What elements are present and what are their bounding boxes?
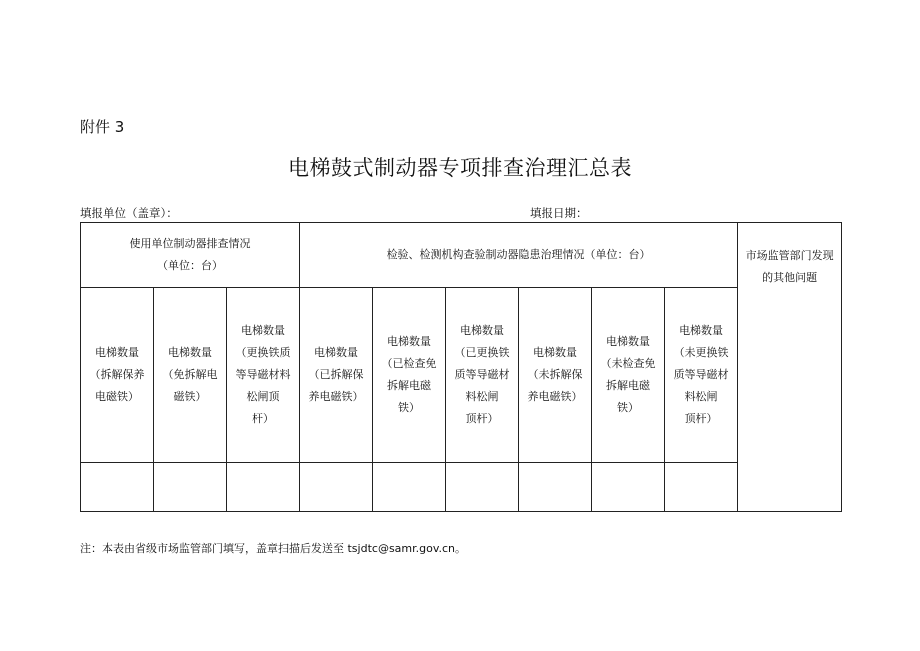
column-header-line: 养电磁铁） bbox=[308, 390, 364, 403]
group-header-line: （单位：台） bbox=[157, 259, 224, 272]
column-header-line: 电梯数量 bbox=[95, 346, 139, 359]
fill-unit-label: 填报单位（盖章）： bbox=[80, 206, 178, 220]
column-header-line: 电梯数量 bbox=[168, 346, 212, 359]
data-cell bbox=[446, 463, 519, 512]
column-header-line: 顶杆） bbox=[684, 412, 718, 425]
column-header-line: 电梯数量 bbox=[460, 324, 505, 337]
column-header-line: 等导磁材料 bbox=[235, 368, 291, 381]
group-header-agency-verification bbox=[300, 223, 738, 288]
column-header-line: （已检查免 bbox=[381, 357, 437, 370]
column-header-line: 拆解电磁 bbox=[387, 379, 432, 392]
column-header-line: 顶杆） bbox=[465, 412, 499, 425]
column-header-line: 铁） bbox=[617, 401, 640, 414]
column-header-line: 质等导磁材 bbox=[673, 368, 729, 381]
data-cell bbox=[665, 463, 738, 512]
group-header-line: 检验、检测机构查验制动器隐患治理情况（单位：台） bbox=[386, 248, 651, 261]
group-header-other-issues bbox=[738, 223, 842, 512]
column-header-line: （未检查免 bbox=[600, 357, 656, 370]
data-cell bbox=[81, 463, 154, 512]
column-header-line: 料松闸 bbox=[465, 390, 499, 403]
group-header-line: 使用单位制动器排查情况 bbox=[129, 237, 251, 250]
column-header-line: （未更换铁 bbox=[673, 346, 729, 359]
column-header-line: （更换铁质 bbox=[235, 346, 291, 359]
column-header-line: 电梯数量 bbox=[679, 324, 724, 337]
column-header bbox=[446, 288, 519, 463]
data-cell bbox=[300, 463, 373, 512]
column-header bbox=[373, 288, 446, 463]
fill-date-label: 填报日期： bbox=[530, 206, 588, 220]
column-header-line: 铁） bbox=[398, 401, 421, 414]
column-header-line: 质等导磁材 bbox=[454, 368, 510, 381]
data-cell bbox=[227, 463, 300, 512]
summary-table bbox=[80, 222, 842, 512]
group-header-line: 市场监管部门发现 bbox=[745, 249, 834, 262]
column-header-line: 松闸顶 bbox=[246, 390, 280, 403]
attachment-label: 附件 3 bbox=[80, 118, 125, 136]
group-header-user-inspection bbox=[81, 223, 300, 288]
group-header-line: 的其他问题 bbox=[762, 271, 818, 284]
column-header bbox=[665, 288, 738, 463]
column-header-line: 拆解电磁 bbox=[606, 379, 651, 392]
column-header-line: （未拆解保 bbox=[527, 368, 583, 381]
column-header-line: 电梯数量 bbox=[606, 335, 651, 348]
column-header bbox=[81, 288, 154, 463]
column-header-line: 电梯数量 bbox=[241, 324, 286, 337]
column-header-line: 料松闸 bbox=[684, 390, 718, 403]
column-header bbox=[592, 288, 665, 463]
column-header bbox=[300, 288, 373, 463]
column-header-line: 磁铁） bbox=[173, 390, 207, 403]
column-header bbox=[154, 288, 227, 463]
column-header bbox=[519, 288, 592, 463]
data-cell bbox=[592, 463, 665, 512]
data-cell bbox=[373, 463, 446, 512]
column-header-line: 电梯数量 bbox=[533, 346, 578, 359]
column-header-line: 杆） bbox=[252, 412, 275, 425]
column-header-line: 电梯数量 bbox=[387, 335, 432, 348]
column-header-line: （已拆解保 bbox=[308, 368, 364, 381]
column-header-line: 电梯数量 bbox=[314, 346, 359, 359]
column-header bbox=[227, 288, 300, 463]
column-header-line: 养电磁铁） bbox=[527, 390, 583, 403]
column-header-line: （免拆解电 bbox=[162, 368, 218, 381]
data-cell bbox=[519, 463, 592, 512]
footnote: 注：本表由省级市场监管部门填写，盖章扫描后发送至 tsjdtc@samr.gov.cn。 bbox=[80, 542, 467, 555]
column-header-line: 电磁铁） bbox=[95, 390, 139, 403]
page-title: 电梯鼓式制动器专项排查治理汇总表 bbox=[288, 156, 632, 180]
column-header-line: （拆解保养 bbox=[89, 368, 145, 381]
data-cell bbox=[154, 463, 227, 512]
column-header-line: （已更换铁 bbox=[454, 346, 510, 359]
